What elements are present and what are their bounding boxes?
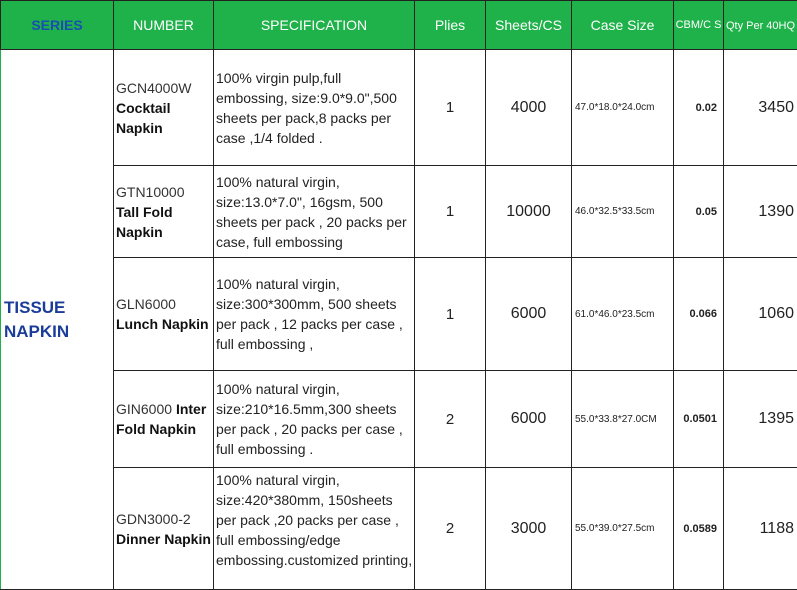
- header-sheets: Sheets/CS: [486, 1, 572, 50]
- spec-text: 100% natural virgin, size:300*300mm, 500 sheets per pack , 12 packs per case , full embossing ,: [216, 274, 414, 354]
- header-row: [1, 1, 797, 50]
- plies-cell: 1: [415, 258, 486, 371]
- number-cell: [114, 371, 214, 468]
- sheets-cell: 6000: [486, 371, 572, 468]
- spec-cell: [214, 468, 415, 590]
- spec-text: 100% virgin pulp,full embossing, size:9.0*9.0",500 sheets per pack,8 packs per case ,1/4 folded .: [216, 68, 414, 148]
- qty-cell: 1188: [724, 468, 797, 590]
- header-series: SERIES: [1, 1, 114, 50]
- sheets-cell: 6000: [486, 258, 572, 371]
- number-cell: [114, 258, 214, 371]
- spec-cell: [214, 166, 415, 258]
- spec-cell: [214, 258, 415, 371]
- plies-cell: 1: [415, 166, 486, 258]
- case-size-cell: 61.0*46.0*23.5cm: [572, 258, 674, 371]
- table-row: [1, 468, 797, 590]
- spec-text: 100% natural virgin, size:13.0*7.0", 16gsm, 500 sheets per pack , 20 packs per case, full embossing: [216, 172, 414, 252]
- case-size-cell: 55.0*33.8*27.0CM: [572, 371, 674, 468]
- case-size-cell: 47.0*18.0*24.0cm: [572, 50, 674, 166]
- sheets-cell: 10000: [486, 166, 572, 258]
- header-case-size: Case Size: [572, 1, 674, 50]
- sheets-cell: 4000: [486, 50, 572, 166]
- product-name: Dinner Napkin: [116, 529, 213, 549]
- spec-cell: [214, 50, 415, 166]
- header-plies: Plies: [415, 1, 486, 50]
- product-name: Inter Fold Napkin: [116, 401, 206, 437]
- table-row: [1, 166, 797, 258]
- spec-cell: [214, 371, 415, 468]
- cbm-cell: 0.0589: [674, 468, 724, 590]
- table-row: [1, 371, 797, 468]
- header-number: NUMBER: [114, 1, 214, 50]
- plies-cell: 2: [415, 371, 486, 468]
- header-qty: Qty Per 40HQ: [724, 1, 797, 50]
- spec-text: 100% natural virgin, size:210*16.5mm,300 sheets per pack , 20 packs per case , full embossing .: [216, 379, 414, 459]
- table-row: [1, 258, 797, 371]
- case-size-cell: 46.0*32.5*33.5cm: [572, 166, 674, 258]
- case-size-cell: 55.0*39.0*27.5cm: [572, 468, 674, 590]
- qty-cell: 1395: [724, 371, 797, 468]
- cbm-cell: 0.05: [674, 166, 724, 258]
- cbm-cell: 0.02: [674, 50, 724, 166]
- series-label-line1: TISSUE: [1, 296, 113, 320]
- series-label-line2: NAPKIN: [1, 320, 113, 344]
- cbm-cell: 0.0501: [674, 371, 724, 468]
- spec-text: 100% natural virgin, size:420*380mm, 150sheets per pack ,20 packs per case , full embossing/edge embossing.customized printing,: [216, 470, 414, 570]
- qty-cell: 1390: [724, 166, 797, 258]
- qty-cell: 1060: [724, 258, 797, 371]
- product-code: GTN10000: [116, 182, 213, 202]
- product-name: Lunch Napkin: [116, 314, 213, 334]
- cbm-cell: 0.066: [674, 258, 724, 371]
- series-cell: [1, 50, 114, 590]
- plies-cell: 2: [415, 468, 486, 590]
- number-cell: [114, 166, 214, 258]
- product-code: GDN3000-2: [116, 509, 213, 529]
- product-code-name: [116, 399, 213, 439]
- product-name: Cocktail Napkin: [116, 98, 213, 138]
- number-cell: [114, 50, 214, 166]
- product-name: Tall Fold Napkin: [116, 202, 213, 242]
- number-cell: [114, 468, 214, 590]
- product-code: GIN6000: [116, 401, 172, 417]
- header-cbm: CBM/C S: [674, 1, 724, 50]
- table-row: [1, 50, 797, 166]
- qty-cell: 3450: [724, 50, 797, 166]
- product-code: GCN4000W: [116, 78, 213, 98]
- plies-cell: 1: [415, 50, 486, 166]
- product-code: GLN6000: [116, 294, 213, 314]
- header-specification: SPECIFICATION: [214, 1, 415, 50]
- sheets-cell: 3000: [486, 468, 572, 590]
